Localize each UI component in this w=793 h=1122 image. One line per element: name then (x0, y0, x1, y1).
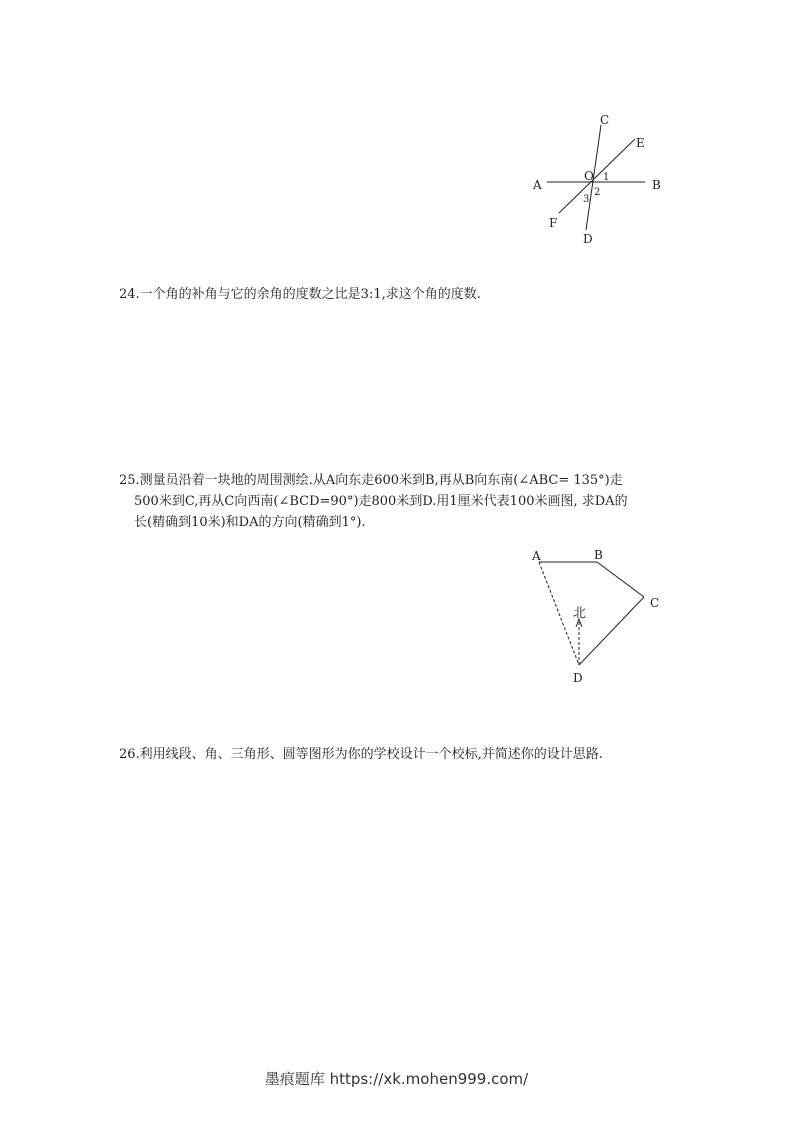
label-d: D (573, 671, 583, 685)
question-24 (119, 284, 679, 305)
label-c: C (600, 113, 610, 127)
question-25 (119, 470, 679, 533)
question-26-text: 26.利用线段、角、三角形、圆等图形为你的学校设计一个校标,并简述你的设计思路. (119, 747, 603, 762)
label-angle-1: 1 (603, 172, 610, 183)
question-25-line-1: 25.测量员沿着一块地的周围测绘.从A向东走600米到B,再从B向东南(∠ABC= 135°)走 (119, 473, 623, 488)
label-d: D (583, 232, 593, 246)
label-e: E (636, 136, 645, 150)
footer-watermark: 墨痕题库 https://xk.mohen999.com/ (264, 1070, 529, 1088)
question-26 (119, 744, 679, 765)
label-angle-3: 3 (583, 194, 590, 205)
label-o: O (584, 169, 594, 183)
label-c: C (650, 596, 660, 610)
survey-figure (520, 540, 680, 690)
label-north: 北 (573, 606, 587, 621)
label-b: B (652, 178, 661, 192)
label-a: A (532, 549, 541, 563)
segment-bc (597, 562, 644, 597)
question-25-line-2: 500米到C,再从C向西南(∠BCD=90°)走800米到D.用1厘米代表100米画图, 求DA的 (134, 494, 628, 509)
question-25-line-3: 长(精确到10米)和DA的方向(精确到1°). (134, 515, 366, 530)
label-angle-2: 2 (594, 187, 601, 198)
question-24-text: 24.一个角的补角与它的余角的度数之比是3:1,求这个角的度数. (119, 287, 481, 302)
label-a: A (533, 178, 542, 192)
label-f: F (549, 216, 558, 230)
intersecting-lines-figure (520, 105, 680, 255)
label-b: B (594, 548, 603, 562)
segment-cd (579, 597, 644, 665)
